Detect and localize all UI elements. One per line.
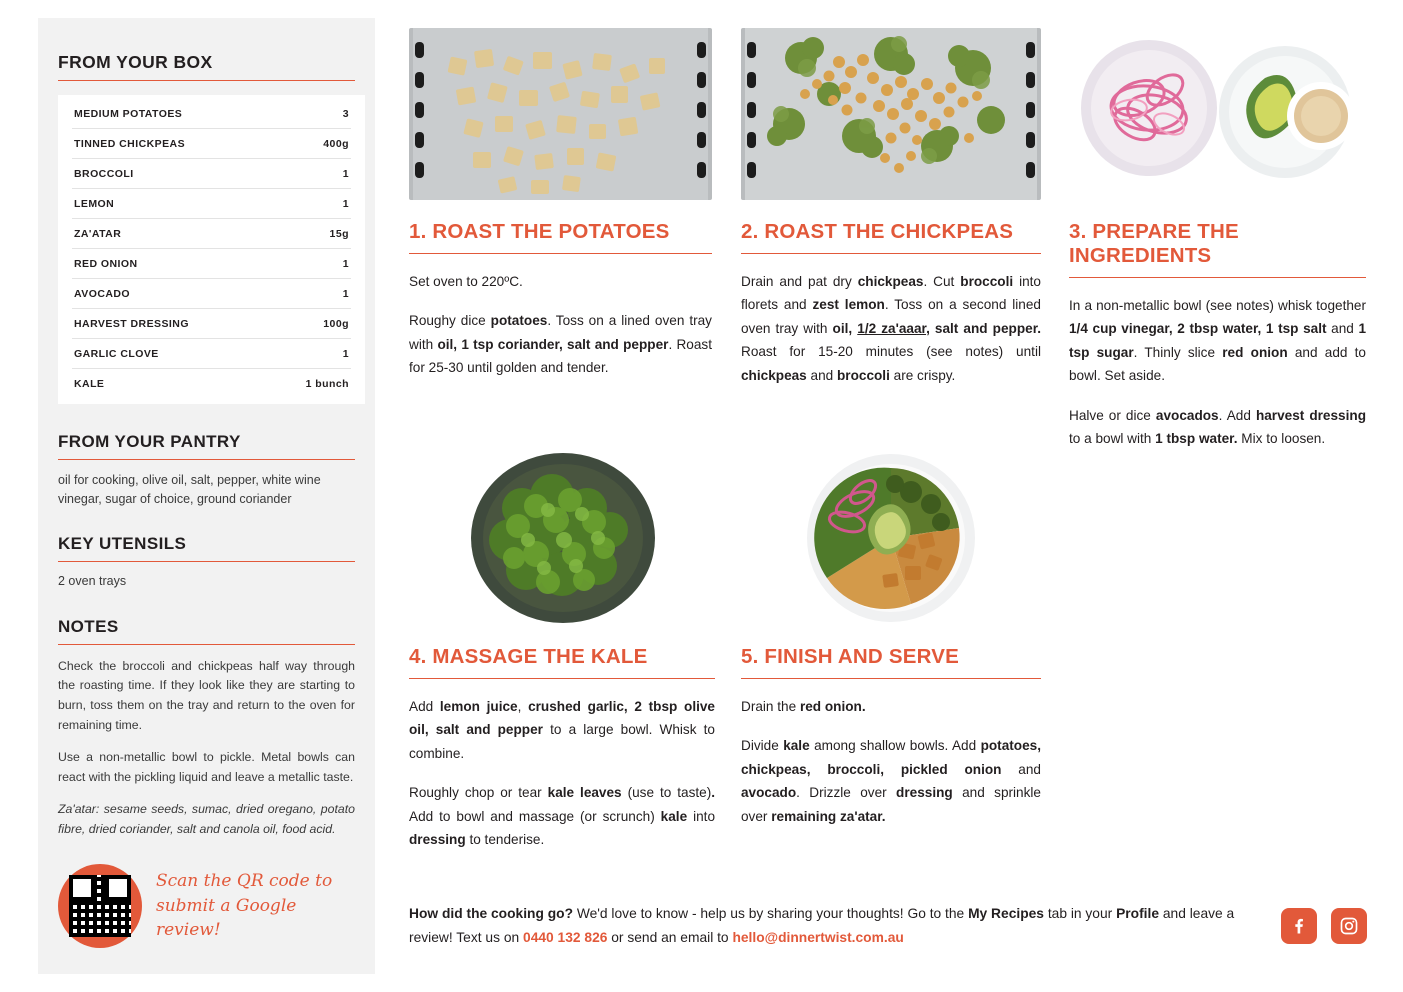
key-utensils-heading: KEY UTENSILS: [58, 534, 355, 562]
instagram-icon[interactable]: [1331, 908, 1367, 944]
ingredient-row: [72, 249, 351, 279]
ingredient-name: KALE: [74, 377, 105, 390]
footer-contact[interactable]: hello@dinnertwist.com.au: [732, 930, 904, 946]
ingredient-row: [72, 309, 351, 339]
ingredient-name: TINNED CHICKPEAS: [74, 137, 186, 150]
step-2: [741, 28, 1041, 387]
ingredient-name: ZA'ATAR: [74, 227, 122, 240]
step-5-title: 5. FINISH AND SERVE: [741, 645, 1041, 679]
ingredient-qty: 3: [342, 107, 349, 120]
from-your-pantry-section: [58, 432, 355, 510]
ingredient-name: HARVEST DRESSING: [74, 317, 189, 330]
ingredient-qty: 1 bunch: [305, 377, 349, 390]
step-4-title: 4. MASSAGE THE KALE: [409, 645, 715, 679]
step-1-body: [409, 270, 712, 380]
notes-heading: NOTES: [58, 617, 355, 645]
qr-review-block[interactable]: [58, 864, 358, 948]
step-3-body: [1069, 294, 1366, 450]
ingredient-row: [72, 219, 351, 249]
step-2-paragraph-1: Drain and pat dry chickpeas. Cut broccoli into florets and zest lemon. Toss on a second lined oven tray with oil, 1/2 za'aaar, salt and pepper. Roast for 15-20 minutes (see notes) until chickpeas and broccoli are crispy.: [741, 274, 1042, 383]
step-5-paragraph-1: Drain the red onion.: [741, 699, 866, 714]
note-paragraph-3: Za'atar: sesame seeds, sumac, dried oregano, potato fibre, dried coriander, salt and canola oil, food acid.: [58, 801, 355, 836]
facebook-icon[interactable]: [1281, 908, 1317, 944]
ingredient-name: AVOCADO: [74, 287, 131, 300]
step-2-photo: [741, 28, 1041, 200]
step-3-paragraph-1: In a non-metallic bowl (see notes) whisk together 1/4 cup vinegar, 2 tbsp water, 1 tsp salt and 1 tsp sugar. Thinly slice red onion and add to bowl. Set aside.: [1069, 298, 1367, 384]
ingredients-table: [58, 95, 365, 404]
qr-caption-line1: Scan the QR code to: [156, 871, 333, 892]
step-4-paragraph-2: Roughly chop or tear kale leaves (use to taste). Add to bowl and massage (or scrunch) kale into dressing to tenderise.: [409, 785, 716, 847]
step-1-paragraph-1: Set oven to 220ºC.: [409, 274, 523, 289]
ingredient-name: RED ONION: [74, 257, 138, 270]
key-utensils-section: [58, 534, 355, 591]
footer-contact[interactable]: 0440 132 826: [523, 930, 608, 946]
ingredient-row: [72, 159, 351, 189]
step-3: [1069, 28, 1366, 450]
ingredient-name: BROCCOLI: [74, 167, 134, 180]
ingredient-row: [72, 279, 351, 309]
qr-code-icon[interactable]: [58, 864, 142, 948]
ingredient-row: [72, 129, 351, 159]
step-4-body: [409, 695, 715, 851]
ingredient-qty: 1: [342, 347, 349, 360]
ingredient-name: GARLIC CLOVE: [74, 347, 159, 360]
ingredient-qty: 1: [342, 257, 349, 270]
from-your-box-heading: FROM YOUR BOX: [58, 52, 355, 81]
step-3-title: 3. PREPARE THE INGREDIENTS: [1069, 220, 1366, 278]
step-1-photo: [409, 28, 712, 200]
ingredient-qty: 400g: [323, 137, 349, 150]
step-5-paragraph-2: Divide kale among shallow bowls. Add potatoes, chickpeas, broccoli, pickled onion and avocado. Drizzle over dressing and sprinkle over remaining za'atar.: [741, 738, 1041, 824]
step-3-paragraph-2: Halve or dice avocados. Add harvest dressing to a bowl with 1 tbsp water. Mix to loosen.: [1069, 407, 1366, 446]
ingredient-qty: 1: [342, 167, 349, 180]
step-5: [741, 645, 1041, 828]
key-utensils-text: 2 oven trays: [58, 573, 127, 588]
step-1-title: 1. ROAST THE POTATOES: [409, 220, 712, 254]
ingredient-name: LEMON: [74, 197, 115, 210]
step-4-photo: [452, 448, 674, 628]
step-4-paragraph-1: Add lemon juice, crushed garlic, 2 tbsp olive oil, salt and pepper to a large bowl. Whisk to combine.: [409, 699, 715, 761]
step-4: [409, 645, 715, 851]
step-1-paragraph-2: Roughy dice potatoes. Toss on a lined oven tray with oil, 1 tsp coriander, salt and pepper. Roast for 25-30 until golden and tender.: [409, 313, 712, 376]
feedback-footer: How did the cooking go? We'd love to know - help us by sharing your thoughts! Go to the My Recipes tab in your Profile and leave a review! Text us on 0440 132 826 or send an email to hello@dinnertwist.com.au: [409, 906, 1235, 946]
sidebar: [38, 18, 375, 974]
qr-caption: [156, 869, 358, 943]
ingredient-qty: 1: [342, 197, 349, 210]
from-your-pantry-heading: FROM YOUR PANTRY: [58, 432, 355, 460]
ingredient-qty: 1: [342, 287, 349, 300]
ingredient-name: MEDIUM POTATOES: [74, 107, 183, 120]
note-paragraph-2: Use a non-metallic bowl to pickle. Metal bowls can react with the pickling liquid and leave a metallic taste.: [58, 750, 355, 785]
ingredient-row: [72, 369, 351, 398]
ingredient-row: [72, 99, 351, 129]
social-links: [1281, 908, 1367, 944]
step-2-body: [741, 270, 1041, 387]
notes-section: [58, 617, 355, 840]
ingredient-qty: 15g: [329, 227, 349, 240]
step-5-body: [741, 695, 1041, 828]
qr-caption-line2: submit a Google review!: [156, 895, 297, 941]
ingredient-row: [72, 339, 351, 369]
step-1: [409, 28, 712, 380]
ingredient-row: [72, 189, 351, 219]
from-your-pantry-text: oil for cooking, olive oil, salt, pepper, white wine vinegar, sugar of choice, ground coriander: [58, 473, 321, 507]
note-paragraph-1: Check the broccoli and chickpeas half way through the roasting time. If they look like they are starting to burn, toss them on the tray and return to the oven for remaining time.: [58, 658, 355, 733]
ingredient-qty: 100g: [323, 317, 349, 330]
step-3-photo: [1069, 28, 1366, 200]
step-2-title: 2. ROAST THE CHICKPEAS: [741, 220, 1041, 254]
step-5-photo: [791, 448, 991, 628]
